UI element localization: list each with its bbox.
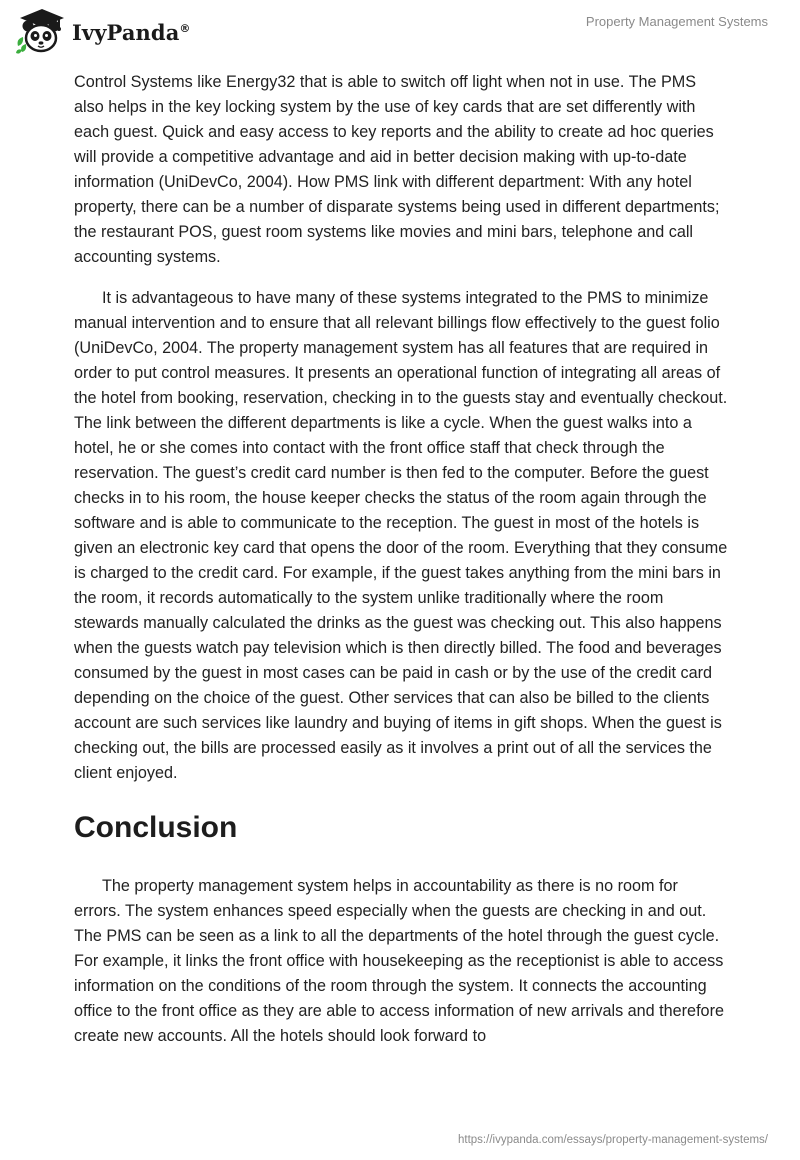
essay-content <box>74 70 729 1049</box>
section-spacer <box>74 848 729 874</box>
page-header <box>0 0 800 64</box>
source-url-link[interactable]: https://ivypanda.com/essays/property-management-systems/ <box>458 1134 768 1146</box>
paragraph-spacer <box>74 270 729 286</box>
section-spacer <box>74 786 729 808</box>
brand-logo-link[interactable] <box>14 6 191 58</box>
body-paragraph-2: It is advantageous to have many of these systems integrated to the PMS to minimize manual intervention and to ensure that all relevant billings flow effectively to the guest folio (UniDevCo, 2004. The property management system has all features that are required in order to put control measures. It presents an operational function of integrating all areas of the hotel from booking, reservation, checking in to the guests stay and eventually checkout. The link between the different departments is like a cycle. When the guest walks into a hotel, he or she comes into contact with the front office staff that check through the reservation. The guest’s credit card number is then fed to the computer. Before the guest checks in to his room, the house keeper checks the status of the room again through the software and is able to communicate to the reception. The guest in most of the hotels is given an electronic key card that opens the door of the room. Everything that they consume is charged to the credit card. For example, if the guest takes anything from the mini bars in the room, it records automatically to the system unlike traditionally where the room stewards manually calculated the drinks as the guest was checking out. This also happens when the guests watch pay television which is then directly billed. The food and beverages consumed by the guest in most cases can be paid in cash or by the use of the credit card depending on the choice of the guest. Other services that can also be billed to the clients account are such services like laundry and buying of items in gift shops. When the guest is checking out, the bills are processed easily as it involves a print out of all the services the client enjoyed. <box>74 289 728 782</box>
conclusion-heading: Conclusion <box>74 811 238 844</box>
conclusion-paragraph: The property management system helps in accountability as there is no room for errors. The system enhances speed especially when the guests are checking in and out. The PMS can be seen as a link to all the departments of the hotel through the guest cycle. For example, it links the front office with housekeeping as the receptionist is able to access information on the conditions of the room through the system. It connects the accounting office to the front office as they are able to access information of new arrivals and therefore create new accounts. All the hotels should look forward to <box>74 877 724 1045</box>
document-title: Property Management Systems <box>585 14 768 29</box>
panda-graduate-icon <box>14 6 70 58</box>
registered-mark: ® <box>179 21 191 35</box>
body-paragraph-1: Control Systems like Energy32 that is able to switch off light when not in use. The PMS also helps in the key locking system by the use of key cards that are set differently with each guest. Quick and easy access to key reports and the ability to create ad hoc queries will provide a competitive advantage and aid in better decision making with up-to-date information (UniDevCo, 2004). How PMS link with different department: With any hotel property, there can be a number of disparate systems being used in different departments; the restaurant POS, guest room systems like movies and mini bars, telephone and call accounting systems. <box>74 73 720 266</box>
brand-name: IvyPanda® <box>72 19 191 45</box>
